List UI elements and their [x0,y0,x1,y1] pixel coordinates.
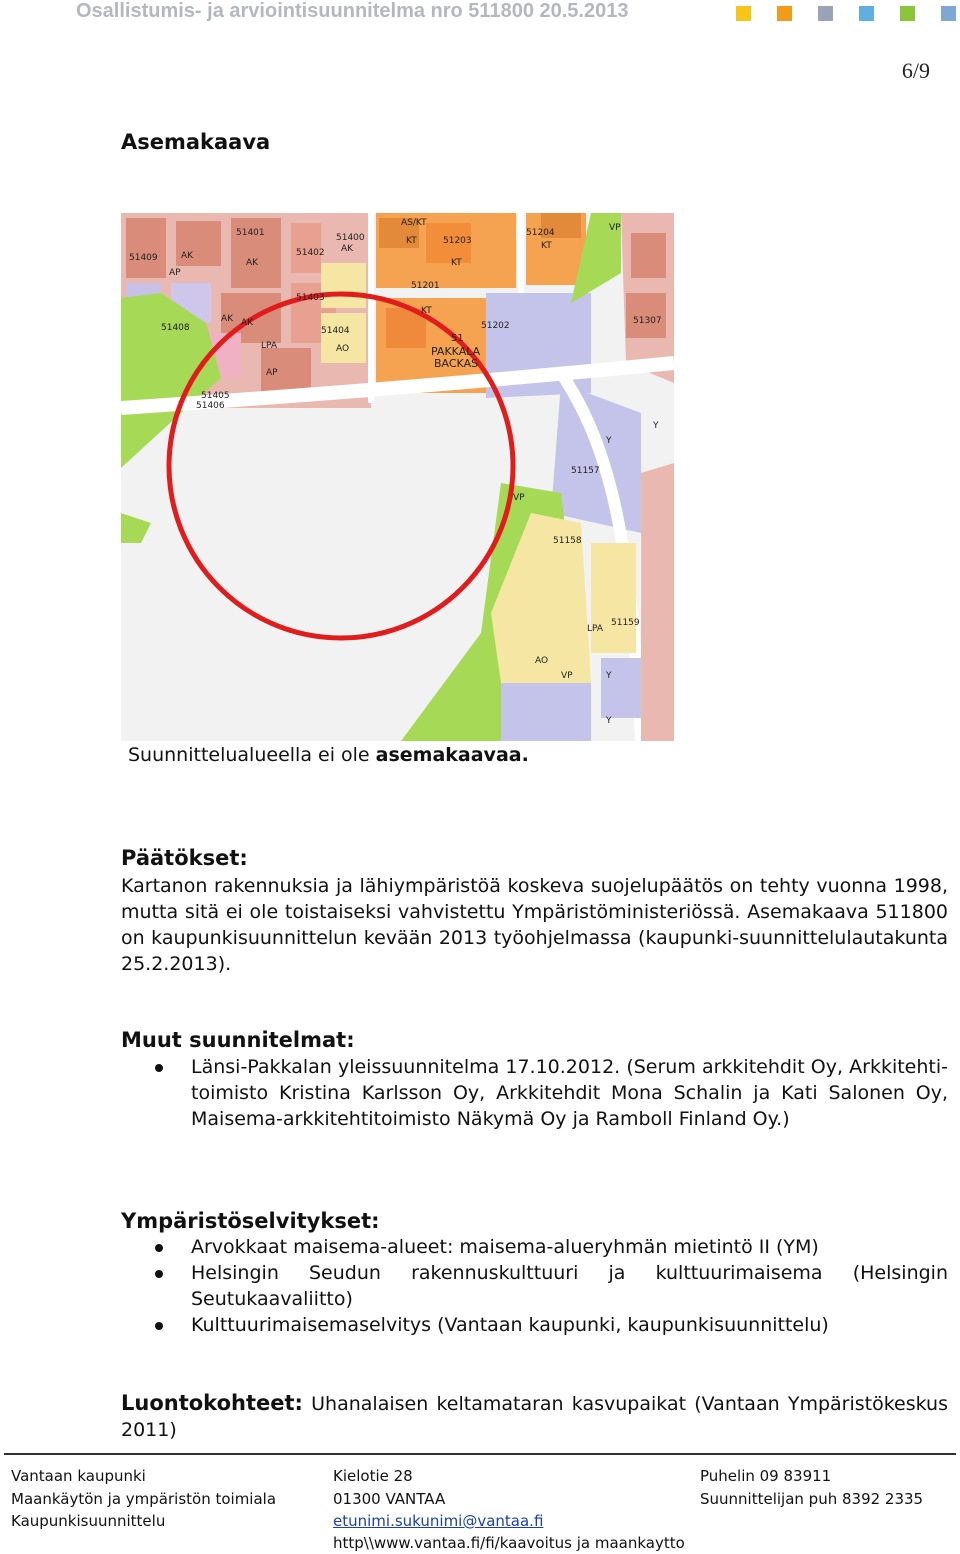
svg-text:AK: AK [246,258,259,268]
svg-text:51405: 51405 [201,391,230,401]
svg-text:PAKKALA: PAKKALA [431,345,481,358]
footer-divider [4,1453,956,1455]
svg-text:KT: KT [541,241,552,251]
footer-web-address: http\\www.vantaa.fi/fi/kaavoitus ja maankaytto [333,1534,685,1552]
svg-text:AP: AP [266,368,278,378]
svg-text:51204: 51204 [526,228,555,238]
header-square-yellow [736,6,751,21]
svg-text:51403: 51403 [296,293,325,303]
svg-text:51406: 51406 [196,401,225,411]
paatokset-heading: Päätökset: [121,846,248,870]
svg-text:KT: KT [421,306,432,316]
list-bullet [155,1322,163,1330]
svg-text:VP: VP [561,671,573,681]
svg-text:VP: VP [609,223,621,233]
svg-text:51404: 51404 [321,326,350,336]
svg-text:AP: AP [169,268,181,278]
svg-text:51400: 51400 [336,233,365,243]
list-bullet [155,1270,163,1278]
muut-list-item: Länsi-Pakkalan yleissuunnitelma 17.10.2012. (Serum arkkitehdit Oy, Arkkitehti-toimisto Kristina Karlsson Oy, Arkkitehdit Mona Schalin ja Kati Salonen Oy, Maisema-arkkitehtitoimisto Näkymä Oy ja Ramboll Finland Oy.) [191,1056,948,1130]
luontokohteet-paragraph [121,1390,948,1443]
svg-text:AK: AK [181,251,194,261]
ymparisto-list-item: Arvokkaat maisema-alueet: maisema-alueryhmän mietintö II (YM) [191,1236,819,1258]
asemakaava-caption [128,742,529,768]
header-square-blue [859,6,874,21]
ymparisto-list-item: Kulttuurimaisemaselvitys (Vantaan kaupunki, kaupunkisuunnittelu) [191,1314,829,1336]
ymparisto-list-item: Helsingin Seudun rakennuskulttuuri ja kulttuurimaisema (Helsingin Seutukaavaliitto) [191,1262,948,1310]
asemakaava-heading: Asemakaava [121,130,271,154]
asemakaava-caption-text: Suunnittelualueella ei ole [128,744,376,766]
footer-email-link[interactable]: etunimi.sukunimi@vantaa.fi [333,1512,544,1530]
svg-text:51203: 51203 [443,236,472,246]
zoning-map-image [121,213,674,741]
page-number: 6/9 [901,58,930,83]
zoning-map-svg [121,213,674,741]
svg-text:Y: Y [653,421,659,431]
svg-text:AO: AO [535,656,549,666]
svg-text:AO: AO [336,344,350,354]
svg-text:Y: Y [606,716,612,726]
footer-planner-phone: Suunnittelijan puh 8392 2335 [700,1490,924,1508]
svg-text:Y: Y [606,436,612,446]
svg-text:51201: 51201 [411,281,440,291]
svg-text:VP: VP [513,493,525,503]
header-square-lightblue [941,6,956,21]
svg-text:Y: Y [606,671,612,681]
header-square-gray [818,6,833,21]
svg-text:BACKAS: BACKAS [434,357,479,370]
svg-text:LPA: LPA [261,341,278,351]
svg-text:51202: 51202 [481,321,510,331]
footer-postal: 01300 VANTAA [333,1490,446,1508]
svg-text:51408: 51408 [161,323,190,333]
asemakaava-caption-bold: asemakaavaa. [375,744,529,766]
svg-text:51157: 51157 [571,466,600,476]
document-header-title: Osallistumis- ja arviointisuunnitelma nro 511800 20.5.2013 [76,0,629,22]
muut-suunnitelmat-heading: Muut suunnitelmat: [121,1028,355,1052]
svg-text:51159: 51159 [611,618,640,628]
luontokohteet-label: Luontokohteet: [121,1391,303,1415]
svg-text:KT: KT [451,258,462,268]
svg-text:51409: 51409 [129,253,158,263]
header-square-orange [777,6,792,21]
footer-street: Kielotie 28 [333,1467,413,1485]
footer-org: Vantaan kaupunki [11,1467,146,1485]
list-bullet [155,1244,163,1252]
svg-text:AS/KT: AS/KT [401,218,427,228]
footer-department: Maankäytön ja ympäristön toimiala [11,1490,277,1508]
header-square-green [900,6,915,21]
svg-text:51: 51 [451,333,464,344]
list-bullet [155,1064,163,1072]
paatokset-text: Kartanon rakennuksia ja lähiympäristöä koskeva suojelupäätös on tehty vuonna 1998, mutta sitä ei ole toistaiseksi vahvistettu Ympäristöministeriössä. Asemakaava 511800 on kaupunkisuunnittelun kevään 2013 työohjelmassa (kaupunki-suunnittelulautakunta 25.2.2013). [121,875,948,975]
svg-text:KT: KT [406,236,417,246]
svg-text:LPA: LPA [587,624,604,634]
footer-phone: Puhelin 09 83911 [700,1467,832,1485]
svg-text:51402: 51402 [296,248,325,258]
svg-text:AK: AK [341,244,354,254]
svg-text:51307: 51307 [633,316,662,326]
svg-text:AK: AK [241,318,254,328]
svg-text:AK: AK [221,314,234,324]
ymparistoselvitykset-heading: Ympäristöselvitykset: [121,1209,380,1233]
luontokohteet-text: Uhanalaisen keltamataran kasvupaikat (Vantaan Ympäristökeskus 2011) [121,1393,949,1441]
footer-unit: Kaupunkisuunnittelu [11,1512,166,1530]
svg-text:51401: 51401 [236,228,265,238]
svg-text:51158: 51158 [553,536,582,546]
